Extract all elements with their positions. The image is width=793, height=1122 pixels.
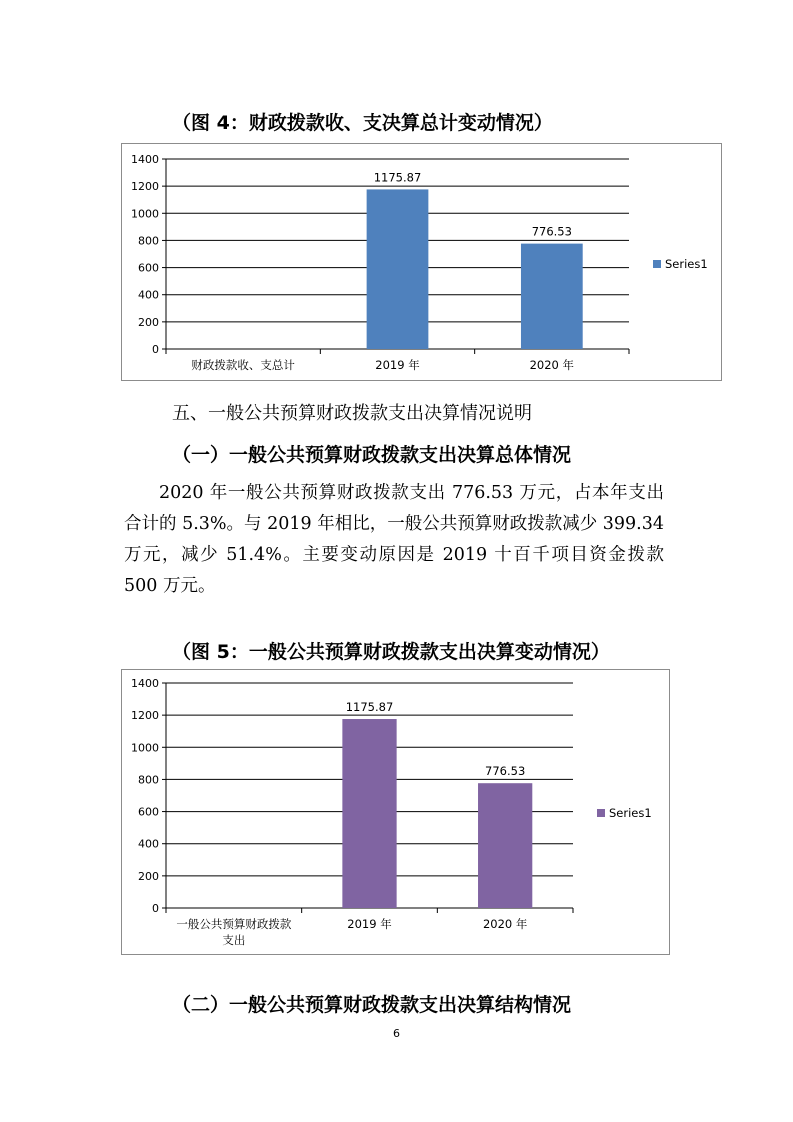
y-tick-label: 1200 (131, 180, 159, 194)
x-tick-label: 2020 年 (529, 358, 575, 372)
bar (478, 783, 532, 908)
y-tick-label: 200 (138, 869, 159, 883)
y-tick-label: 600 (138, 805, 159, 819)
y-tick-label: 1000 (131, 741, 159, 755)
y-tick-label: 400 (138, 837, 159, 851)
legend-swatch (597, 809, 605, 817)
y-tick-label: 800 (138, 234, 159, 248)
y-tick-label: 800 (138, 773, 159, 787)
data-label: 1175.87 (373, 170, 422, 185)
legend-label: Series1 (609, 806, 652, 820)
figure5-caption: （图 5：一般公共预算财政拨款支出决算变动情况） (172, 641, 610, 663)
x-tick-label: 2020 年 (482, 917, 528, 931)
y-tick-label: 400 (138, 288, 159, 302)
x-tick-label: 2019 年 (347, 917, 392, 931)
y-tick-label: 1200 (131, 709, 159, 723)
y-tick-label: 0 (152, 343, 159, 356)
chart-figure5 (121, 669, 670, 955)
legend-label: Series1 (665, 257, 708, 271)
data-label: 776.53 (485, 764, 526, 779)
page-number: 6 (393, 1027, 400, 1040)
x-tick-label: 支出 (222, 933, 246, 947)
section5-sub2-heading: （二）一般公共预算财政拨款支出决算结构情况 (172, 994, 572, 1016)
bar (367, 189, 429, 349)
y-tick-label: 0 (152, 902, 159, 915)
data-label: 776.53 (531, 224, 572, 239)
y-tick-label: 600 (138, 261, 159, 275)
section5-paragraph-block (124, 478, 664, 602)
x-tick-label: 一般公共预算财政拨款 (176, 917, 292, 931)
x-tick-label: 财政拨款收、支总计 (191, 358, 295, 372)
y-tick-label: 1000 (131, 207, 159, 221)
section5-sub1-heading: （一）一般公共预算财政拨款支出决算总体情况 (172, 444, 572, 466)
section5-heading: 五、一般公共预算财政拨款支出决算情况说明 (172, 403, 532, 424)
chart-figure4 (121, 143, 722, 381)
figure4-caption: （图 4：财政拨款收、支决算总计变动情况） (172, 112, 553, 134)
y-tick-label: 1400 (131, 677, 159, 690)
bar (521, 244, 583, 349)
x-tick-label: 2019 年 (375, 358, 420, 372)
data-label: 1175.87 (345, 700, 394, 715)
section5-paragraph: 2020 年一般公共预算财政拨款支出 776.53 万元，占本年支出合计的 5.3%。与 2019 年相比，一般公共预算财政拨款减少 399.34 万元，减少 51.4%。主要变动原因是 2019 十百千项目资金拨款 500 万元。 (124, 483, 664, 596)
bar (342, 719, 396, 908)
legend-swatch (653, 260, 661, 268)
y-tick-label: 1400 (131, 153, 159, 166)
y-tick-label: 200 (138, 315, 159, 329)
